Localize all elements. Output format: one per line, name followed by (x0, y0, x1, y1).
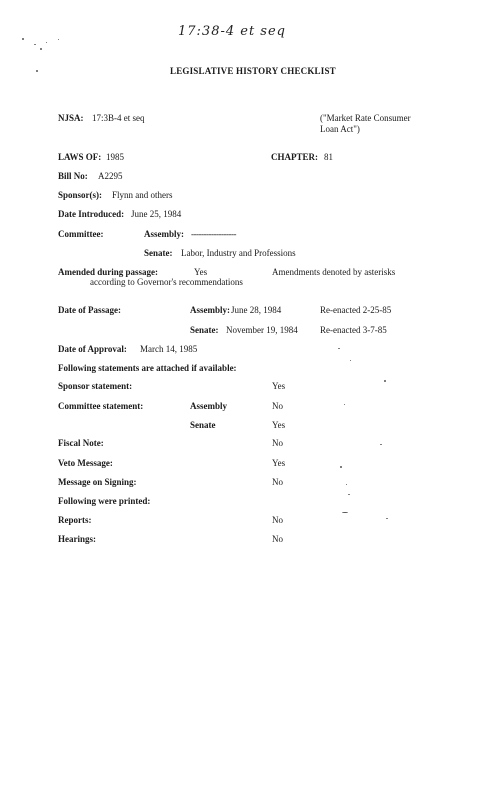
passage-assembly-label: Assembly: (190, 305, 230, 315)
chapter-label: CHAPTER: (271, 152, 318, 162)
njsa-label: NJSA: (58, 113, 84, 123)
date-introduced-value: June 25, 1984 (131, 209, 182, 219)
laws-of-label: LAWS OF: (58, 152, 102, 162)
message-on-signing-value: No (272, 477, 283, 487)
committee-statement-senate-value: Yes (272, 420, 286, 430)
hearings-value: No (272, 534, 283, 544)
chapter-value: 81 (324, 152, 333, 162)
sponsors-value: Flynn and others (112, 190, 173, 200)
message-on-signing-label: Message on Signing: (58, 477, 137, 487)
short-title-line2: Loan Act") (320, 124, 360, 134)
page-title: LEGISLATIVE HISTORY CHECKLIST (170, 66, 336, 76)
bill-no-label: Bill No: (58, 171, 88, 181)
sponsors-label: Sponsor(s): (58, 190, 103, 200)
njsa-value: 17:3B-4 et seq (92, 113, 145, 123)
bill-no-value: A2295 (98, 171, 123, 181)
fiscal-note-value: No (272, 438, 283, 448)
amended-value: Yes (194, 267, 208, 277)
short-title-line1: ("Market Rate Consumer (320, 113, 411, 123)
committee-senate-value: Labor, Industry and Professions (181, 248, 296, 258)
date-of-passage-label: Date of Passage: (58, 305, 121, 315)
committee-statement-label: Committee statement: (58, 401, 144, 411)
reports-label: Reports: (58, 515, 92, 525)
handwritten-note: 17:38-4 et seq (178, 24, 286, 39)
committee-assembly-label: Assembly: (144, 229, 184, 239)
amended-note-line1: Amendments denoted by asterisks (272, 267, 396, 277)
committee-label: Committee: (58, 229, 104, 239)
committee-senate-label: Senate: (144, 248, 173, 258)
passage-senate-note: Re-enacted 3-7-85 (320, 325, 387, 335)
veto-message-label: Veto Message: (58, 458, 113, 468)
hearings-label: Hearings: (58, 534, 96, 544)
laws-of-value: 1985 (106, 152, 124, 162)
passage-senate-label: Senate: (190, 325, 219, 335)
committee-statement-assembly-label: Assembly (190, 401, 228, 411)
date-of-approval-value: March 14, 1985 (140, 344, 198, 354)
following-printed-heading: Following were printed: (58, 496, 151, 506)
veto-message-value: Yes (272, 458, 286, 468)
date-introduced-label: Date Introduced: (58, 209, 125, 219)
amended-note-line2: according to Governor's recommendations (90, 277, 243, 287)
amended-label: Amended during passage: (58, 267, 159, 277)
passage-assembly-value: June 28, 1984 (231, 305, 282, 315)
committee-assembly-value: ------------------ (191, 229, 236, 239)
sponsor-statement-label: Sponsor statement: (58, 381, 133, 391)
passage-senate-value: November 19, 1984 (226, 325, 298, 335)
following-attached-heading: Following statements are attached if available: (58, 363, 237, 373)
fiscal-note-label: Fiscal Note: (58, 438, 104, 448)
committee-statement-assembly-value: No (272, 401, 283, 411)
committee-statement-senate-label: Senate (190, 420, 216, 430)
sponsor-statement-value: Yes (272, 381, 286, 391)
date-of-approval-label: Date of Approval: (58, 344, 127, 354)
reports-value: No (272, 515, 283, 525)
passage-assembly-note: Re-enacted 2-25-85 (320, 305, 392, 315)
